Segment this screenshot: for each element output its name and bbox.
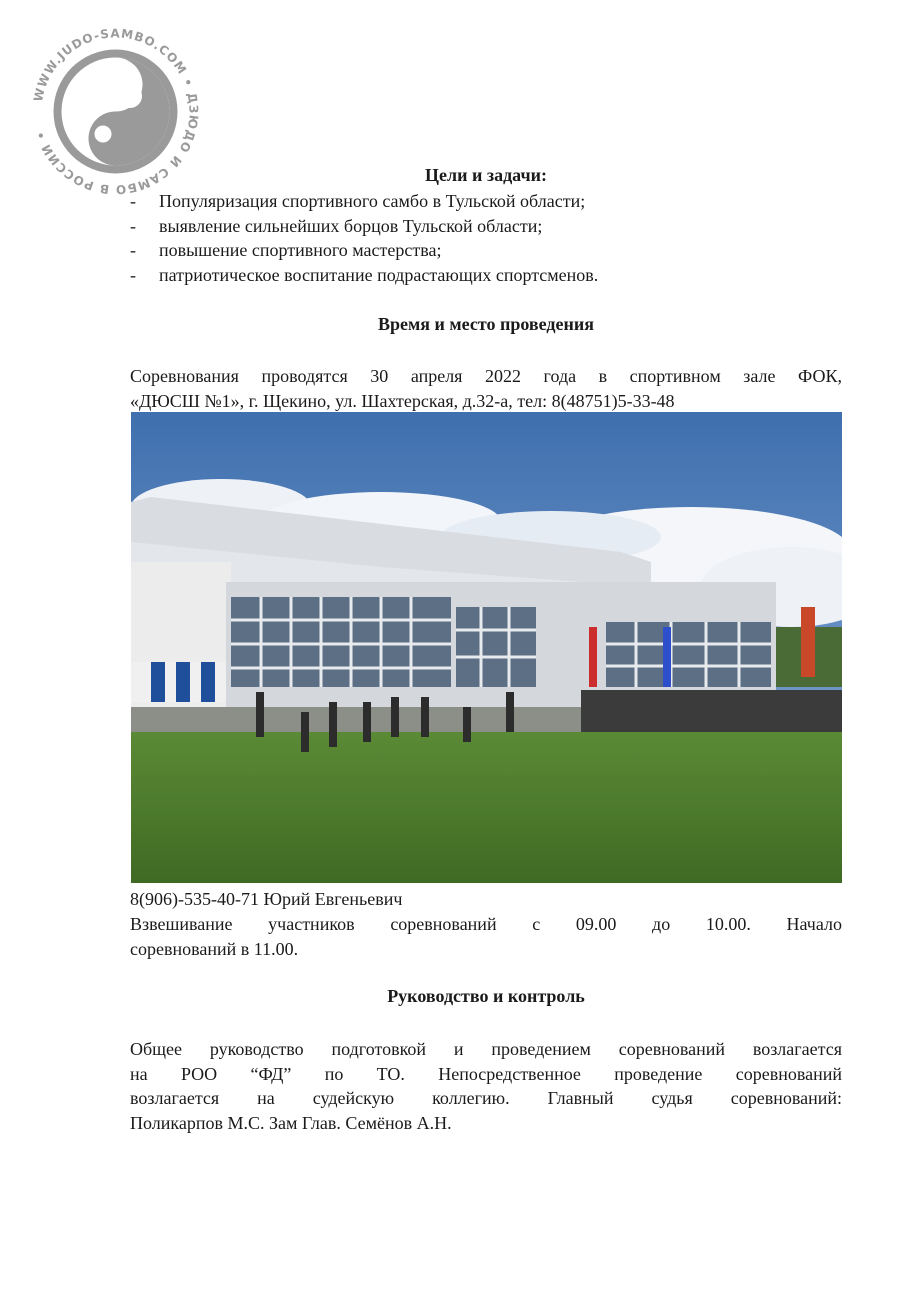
list-item: - Популяризация спортивного самбо в Тульской области; bbox=[130, 191, 586, 211]
weigh-in-paragraph bbox=[130, 912, 842, 961]
venue-line-1: Соревнования проводятся 30 апреля 2022 года в спортивном зале ФОК, bbox=[130, 366, 842, 386]
list-item: - выявление сильнейших борцов Тульской области; bbox=[130, 215, 543, 236]
time-place-heading: Время и место проведения bbox=[378, 314, 594, 334]
management-heading: Руководство и контроль bbox=[387, 986, 585, 1006]
weigh-in-line-2: соревнований в 11.00. bbox=[130, 938, 299, 959]
management-line-3: возлагается на судейскую коллегию. Главный судья соревнований: bbox=[130, 1088, 842, 1108]
sports-complex-photo bbox=[131, 412, 842, 883]
contact-person: 8(906)-535-40-71 Юрий Евгеньевич bbox=[130, 889, 403, 909]
venue-line-2: «ДЮСШ №1», г. Щекино, ул. Шахтерская, д.32-а, тел: 8(48751)5-33-48 bbox=[130, 390, 675, 411]
weigh-in-line-1: Взвешивание участников соревнований с 09.00 до 10.00. Начало bbox=[130, 914, 842, 934]
management-line-2: на РОО “ФД” по ТО. Непосредственное проведение соревнований bbox=[130, 1063, 842, 1084]
goals-heading: Цели и задачи: bbox=[425, 165, 547, 185]
list-item: - повышение спортивного мастерства; bbox=[130, 240, 442, 260]
goals-list bbox=[130, 189, 842, 287]
venue-paragraph bbox=[130, 364, 842, 413]
logo-ring-text: WWW.JUDO-SAMBO.COM • ДЗЮДО И САМБО В РОССИИ • bbox=[31, 26, 201, 197]
management-line-4: Поликарпов М.С. Зам Глав. Семёнов А.Н. bbox=[130, 1112, 452, 1133]
list-item: - патриотическое воспитание подрастающих спортсменов. bbox=[130, 264, 599, 285]
management-line-1: Общее руководство подготовкой и проведением соревнований возлагается bbox=[130, 1039, 842, 1059]
management-paragraph bbox=[130, 1037, 842, 1135]
